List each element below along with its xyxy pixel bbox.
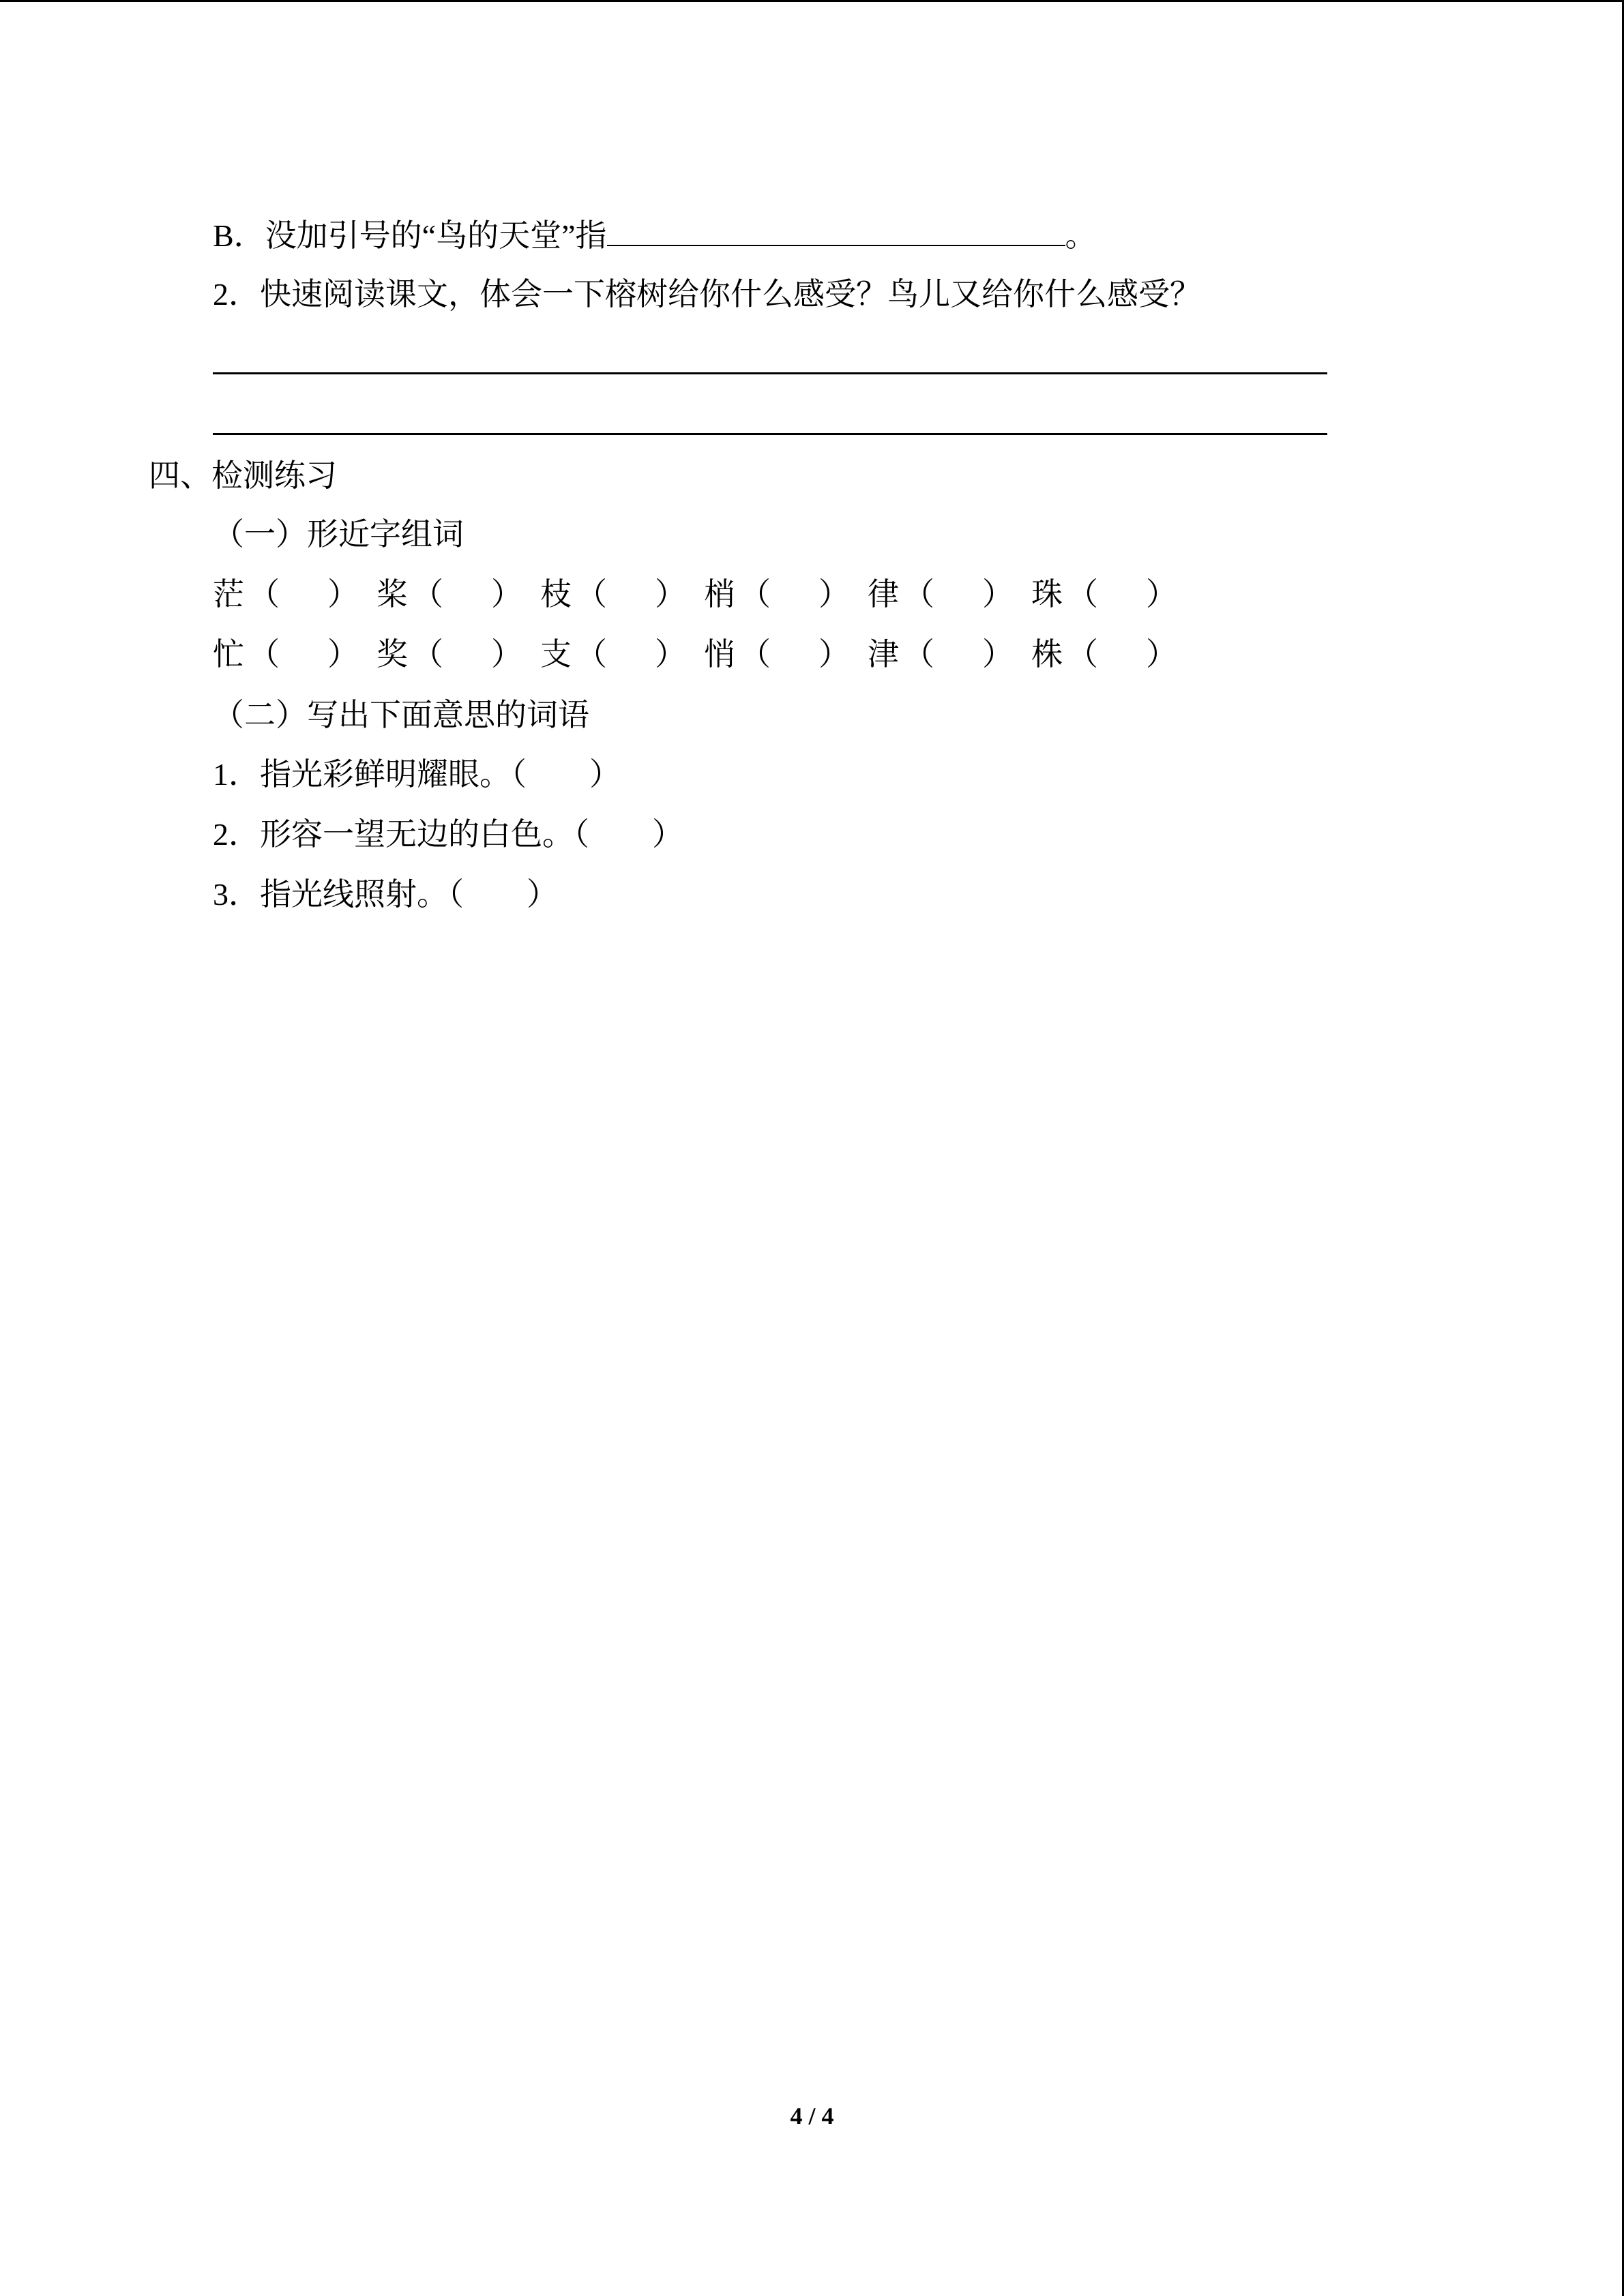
word-answer-slot[interactable]	[608, 576, 656, 614]
paren-close: ）	[818, 637, 850, 672]
word-answer-slot[interactable]	[1099, 636, 1147, 674]
char-row2-1: 忙	[213, 637, 244, 672]
question-b-line	[213, 217, 1097, 255]
paren-close: ）	[491, 577, 522, 612]
paren-open: （	[739, 577, 771, 612]
word-answer-slot[interactable]	[772, 576, 820, 614]
paren-open: （	[248, 637, 280, 672]
paren-close: ）	[327, 577, 359, 612]
subsection-2-title: （二）写出下面意思的词语	[213, 698, 589, 732]
chars-row-1	[213, 576, 1236, 614]
answer-line-1[interactable]	[213, 372, 1327, 374]
page-number: 4 / 4	[790, 2102, 834, 2130]
word-answer-slot[interactable]	[608, 636, 656, 674]
paren-open: （	[903, 637, 934, 672]
word-answer-slot[interactable]	[445, 636, 492, 674]
paren-open: （	[739, 637, 771, 672]
definition-1: 1．指光彩鲜明耀眼。（ ）	[213, 757, 621, 792]
definition-2: 2．形容一望无边的白色。（ ）	[213, 817, 683, 852]
char-row2-3: 支	[540, 637, 572, 672]
word-answer-slot[interactable]	[1099, 576, 1147, 614]
paren-close: ）	[1146, 637, 1177, 672]
char-row2-5: 津	[868, 637, 899, 672]
paren-open: （	[903, 577, 934, 612]
char-row1-5: 律	[868, 577, 899, 612]
char-row2-6: 株	[1031, 637, 1063, 672]
char-row2-2: 奖	[377, 637, 408, 672]
paren-open: （	[576, 637, 607, 672]
char-row1-4: 梢	[704, 577, 735, 612]
paren-close: ）	[982, 637, 1014, 672]
char-row1-6: 珠	[1031, 577, 1063, 612]
paren-close: ）	[818, 577, 850, 612]
subsection-1-title: （一）形近字组词	[213, 517, 464, 552]
chars-row-2	[213, 636, 1236, 674]
paren-close: ）	[1146, 577, 1177, 612]
char-row1-3: 枝	[540, 577, 572, 612]
question-b-text: B．没加引号的“鸟的天堂”指	[213, 218, 607, 253]
char-row1-2: 桨	[377, 577, 408, 612]
char-row2-4: 悄	[704, 637, 735, 672]
question-2: 2．快速阅读课文，体会一下榕树给你什么感受？鸟儿又给你什么感受？	[213, 277, 1201, 312]
definition-3: 3．指光线照射。（ ）	[213, 877, 558, 912]
paren-close: ）	[491, 637, 522, 672]
paren-open: （	[1067, 577, 1098, 612]
paren-close: ）	[982, 577, 1014, 612]
paren-close: ）	[655, 577, 686, 612]
paren-open: （	[1067, 637, 1098, 672]
word-answer-slot[interactable]	[936, 636, 984, 674]
word-answer-slot[interactable]	[281, 636, 329, 674]
paren-close: ）	[655, 637, 686, 672]
answer-blank[interactable]	[607, 218, 1065, 246]
word-answer-slot[interactable]	[281, 576, 329, 614]
paren-open: （	[576, 577, 607, 612]
section-title: 四、检测练习	[149, 458, 337, 493]
question-b-period: 。	[1065, 218, 1097, 253]
answer-line-2[interactable]	[213, 433, 1327, 435]
paren-open: （	[412, 637, 443, 672]
paren-close: ）	[327, 637, 359, 672]
word-answer-slot[interactable]	[936, 576, 984, 614]
word-answer-slot[interactable]	[445, 576, 492, 614]
word-answer-slot[interactable]	[772, 636, 820, 674]
paren-open: （	[248, 577, 280, 612]
paren-open: （	[412, 577, 443, 612]
char-row1-1: 茫	[213, 577, 244, 612]
